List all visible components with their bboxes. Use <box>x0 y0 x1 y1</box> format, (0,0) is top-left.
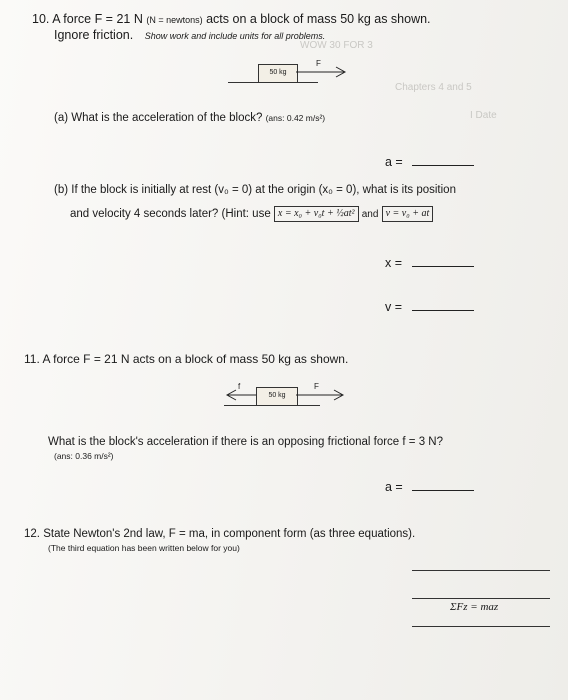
q11-force-label: F <box>314 382 319 391</box>
q12-note: (The third equation has been written below for you) <box>48 543 240 553</box>
q10-line2: Ignore friction. Show work and include units for all problems. <box>54 28 326 42</box>
bleed-through-text: I Date <box>470 110 497 121</box>
q10b-line1: (b) If the block is initially at rest (v₀ = 0) at the origin (x₀ = 0), what is its position <box>54 184 456 196</box>
q12-line2-blank[interactable] <box>412 598 550 599</box>
bleed-through-text: WOW 30 FOR 3 <box>300 40 373 51</box>
q11-text: 11. A force F = 21 N acts on a block of mass 50 kg as shown. <box>24 352 349 366</box>
q12-line3-rule <box>412 626 550 627</box>
q10-block: 50 kg <box>258 64 298 83</box>
q11-question: What is the block's acceleration if there is an opposing frictional force f = 3 N? <box>48 436 443 448</box>
q11-force-arrow-icon <box>296 381 352 405</box>
q10-force-label: F <box>316 59 321 68</box>
q10-line1: 10. A force F = 21 N (N = newtons) acts on a block of mass 50 kg as shown. <box>32 12 431 26</box>
q10b-x-answer: x = <box>385 256 474 270</box>
q11-friction-label: f <box>238 382 241 391</box>
q10a-question: (a) What is the acceleration of the block? (ans: 0.42 m/s²) <box>54 112 326 124</box>
q11-friction-arrow-icon <box>224 381 258 405</box>
q10a-answer: a = <box>385 155 474 169</box>
q11-block: 50 kg <box>256 387 298 406</box>
q11-answer: a = <box>385 480 474 494</box>
q12-line1-blank[interactable] <box>412 570 550 571</box>
q11-ans: (ans: 0.36 m/s²) <box>54 451 114 461</box>
q10b-v-blank[interactable] <box>412 300 474 311</box>
q10b-v-answer: v = <box>385 300 474 314</box>
q12-text: 12. State Newton's 2nd law, F = ma, in component form (as three equations). <box>24 528 416 540</box>
q10b-line2: and velocity 4 seconds later? (Hint: use x = x₀ + v₀t + ½at² and v = v₀ + at <box>70 206 433 222</box>
q10b-x-blank[interactable] <box>412 256 474 267</box>
q10a-answer-blank[interactable] <box>412 155 474 166</box>
formula-velocity-box: v = v₀ + at <box>382 206 434 222</box>
bleed-through-text: Chapters 4 and 5 <box>395 82 472 93</box>
q11-answer-blank[interactable] <box>412 480 474 491</box>
q10-force-arrow-icon <box>296 58 356 82</box>
q12-equation3: ΣFz = maz <box>450 601 499 613</box>
formula-position-box: x = x₀ + v₀t + ½at² <box>274 206 359 222</box>
